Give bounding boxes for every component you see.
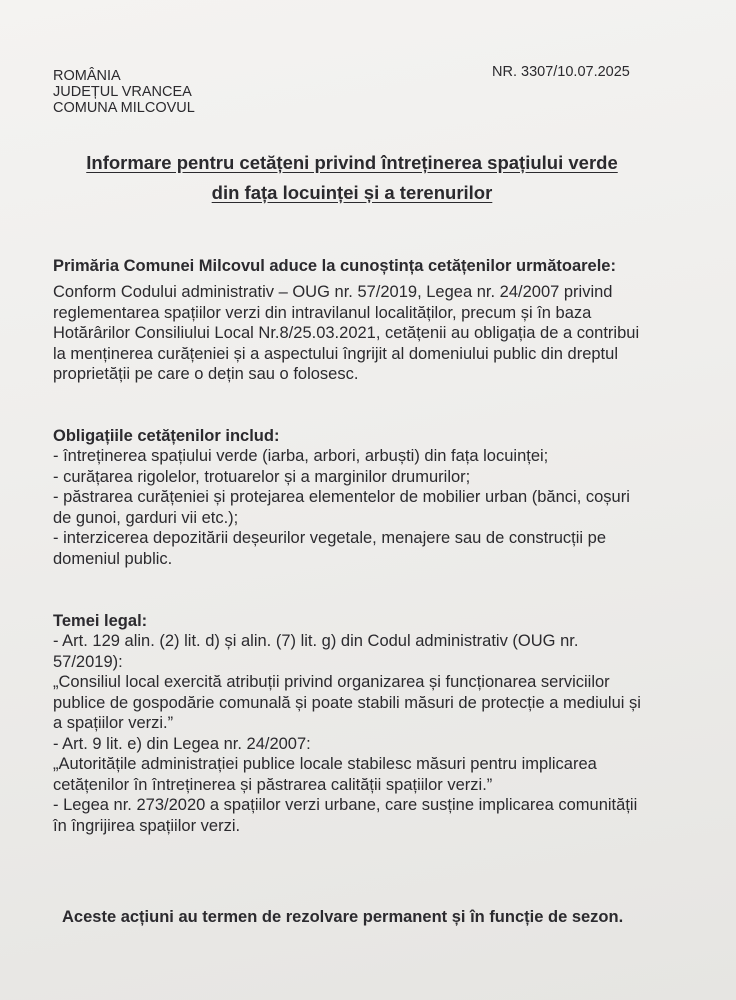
title-line-2: din fața locuinței și a terenurilor xyxy=(211,182,493,203)
legal-line: - Art. 129 alin. (2) lit. d) și alin. (7) lit. g) din Codul administrativ (OUG nr. xyxy=(53,632,579,650)
registration-number: NR. 3307/10.07.2025 xyxy=(492,64,630,80)
paragraph-line: proprietății pe care o dețin sau o folosesc. xyxy=(53,365,359,383)
legal-context-paragraph xyxy=(53,282,673,385)
intro-statement: Primăria Comunei Milcovul aduce la cunoștința cetățenilor următoarele: xyxy=(53,257,616,275)
issuer-county: JUDEȚUL VRANCEA xyxy=(53,84,192,100)
obligations-heading: Obligațiile cetățenilor includ: xyxy=(53,427,280,445)
legal-line: 57/2019): xyxy=(53,652,123,671)
paragraph-line: reglementarea spațiilor verzi din intravilanul localităților, precum și în baza xyxy=(53,303,592,322)
legal-line: - Art. 9 lit. e) din Legea nr. 24/2007: xyxy=(53,734,311,753)
obligation-line: - păstrarea curățeniei și protejarea elementelor de mobilier urban (bănci, coșuri xyxy=(53,488,630,506)
obligation-line: - curățarea rigolelor, trotuarelor și a marginilor drumurilor; xyxy=(53,467,471,486)
document-title xyxy=(52,148,652,208)
paragraph-line: Hotărârilor Consiliului Local Nr.8/25.03.2021, cetățenii au obligația de a contribui xyxy=(53,324,640,342)
obligation-line: domeniul public. xyxy=(53,549,173,568)
legal-line: cetățenilor în întreținerea și păstrarea calității spațiilor verzi.” xyxy=(53,775,493,794)
legal-line: publice de gospodărie comunală și poate stabili măsuri de protecție a mediului și xyxy=(53,693,641,712)
legal-basis-list xyxy=(53,631,693,836)
title-line-1: Informare pentru cetățeni privind întreținerea spațiului verde xyxy=(86,152,618,173)
closing-statement: Aceste acțiuni au termen de rezolvare permanent și în funcție de sezon. xyxy=(62,908,624,926)
issuer-commune: COMUNA MILCOVUL xyxy=(53,100,195,116)
issuer-block xyxy=(53,68,195,116)
obligation-line: de gunoi, garduri vii etc.); xyxy=(53,508,239,527)
legal-line: „Autoritățile administrației publice locale stabilesc măsuri pentru implicarea xyxy=(53,755,597,773)
legal-line: a spațiilor verzi.” xyxy=(53,714,174,732)
obligation-line: - întreținerea spațiului verde (iarba, arbori, arbuști) din fața locuinței; xyxy=(53,447,549,465)
paragraph-line: Conform Codului administrativ – OUG nr. 57/2019, Legea nr. 24/2007 privind xyxy=(53,283,613,301)
paragraph-line: la menținerea curățeniei și a aspectului îngrijit al domeniului public din dreptul xyxy=(53,344,618,363)
legal-line: în îngrijirea spațiilor verzi. xyxy=(53,816,241,835)
legal-line: - Legea nr. 273/2020 a spațiilor verzi urbane, care susține implicarea comunității xyxy=(53,796,638,814)
legal-basis-heading: Temei legal: xyxy=(53,612,148,630)
issuer-country: ROMÂNIA xyxy=(53,68,121,84)
obligation-line: - interzicerea depozitării deșeurilor vegetale, menajere sau de construcții pe xyxy=(53,529,607,547)
legal-line: „Consiliul local exercită atribuții privind organizarea și funcționarea serviciilor xyxy=(53,673,610,691)
obligations-list xyxy=(53,446,683,569)
